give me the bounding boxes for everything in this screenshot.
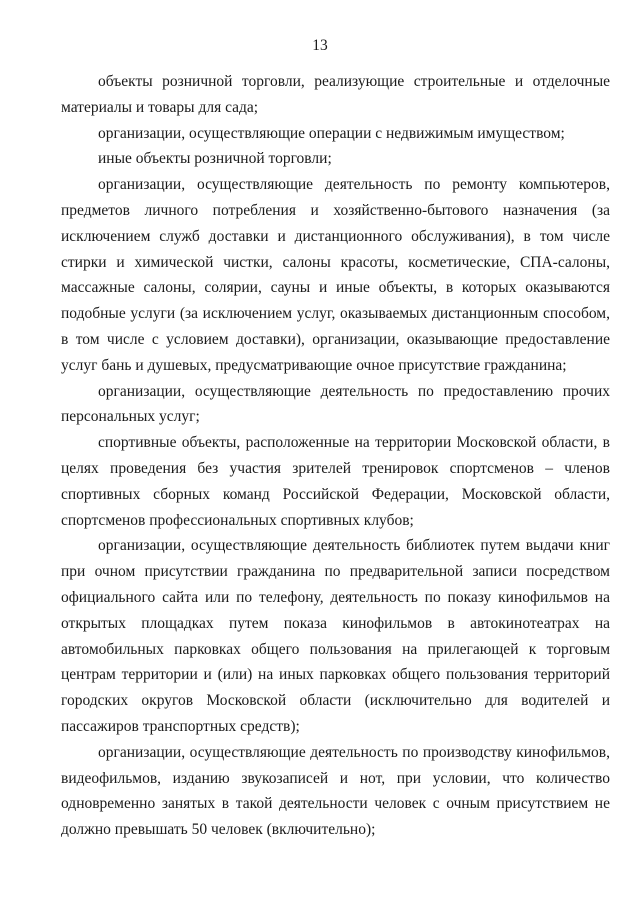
paragraph-personal-services: организации, осуществляющие деятельность по предоставлению прочих персональных услуг; [61, 382, 610, 426]
paragraph-real-estate: организации, осуществляющие операции с недвижимым имуществом; [98, 124, 565, 142]
paragraph-retail-construction: объекты розничной торговли, реализующие строительные и отделочные материалы и товары для сада; [61, 73, 610, 116]
paragraph-other-retail: иные объекты розничной торговли; [98, 150, 332, 168]
paragraph-libraries-cinema: организации, осуществляющие деятельность библиотек путем выдачи книг при очном присутствии гражданина по предварительной записи посредством официального сайта или по телефону, деятельность по показу кинофильмов на открытых площадках путем показа кинофильмов в автокинотеатрах на автомобильных парковках общего пользования на прилегающей к торговым центрам территории и (или) на иных парковках общего пользования территорий городских округов Московской области (исключительно для водителей и пассажиров транспортных средств); [61, 537, 610, 735]
paragraph-sports-facilities: спортивные объекты, расположенные на территории Московской области, в целях проведения без участия зрителей тренировок спортсменов – членов спортивных сборных команд Российской Федерации, Московской области, спортсменов профессиональных спортивных клубов; [61, 434, 610, 529]
page-number: 13 [312, 37, 328, 54]
document-body [61, 69, 610, 843]
paragraph-repair-services: организации, осуществляющие деятельность по ремонту компьютеров, предметов личного потребления и хозяйственно-бытового назначения (за исключением служб доставки и дистанционного обслуживания), в том числе стирки и химической чистки, салоны красоты, косметические, СПА-салоны, массажные салоны, солярии, сауны и иные объекты, в которых оказываются подобные услуги (за исключением услуг, оказываемых дистанционным способом, в том числе с условием доставки), организации, оказывающие предоставление услуг бань и душевых, предусматривающие очное присутствие гражданина; [61, 176, 610, 374]
paragraph-film-production: организации, осуществляющие деятельность по производству кинофильмов, видеофильмов, изданию звукозаписей и нот, при условии, что количество одновременно занятых в такой деятельности человек с очным присутствием не должно превышать 50 человек (включительно); [61, 743, 610, 839]
